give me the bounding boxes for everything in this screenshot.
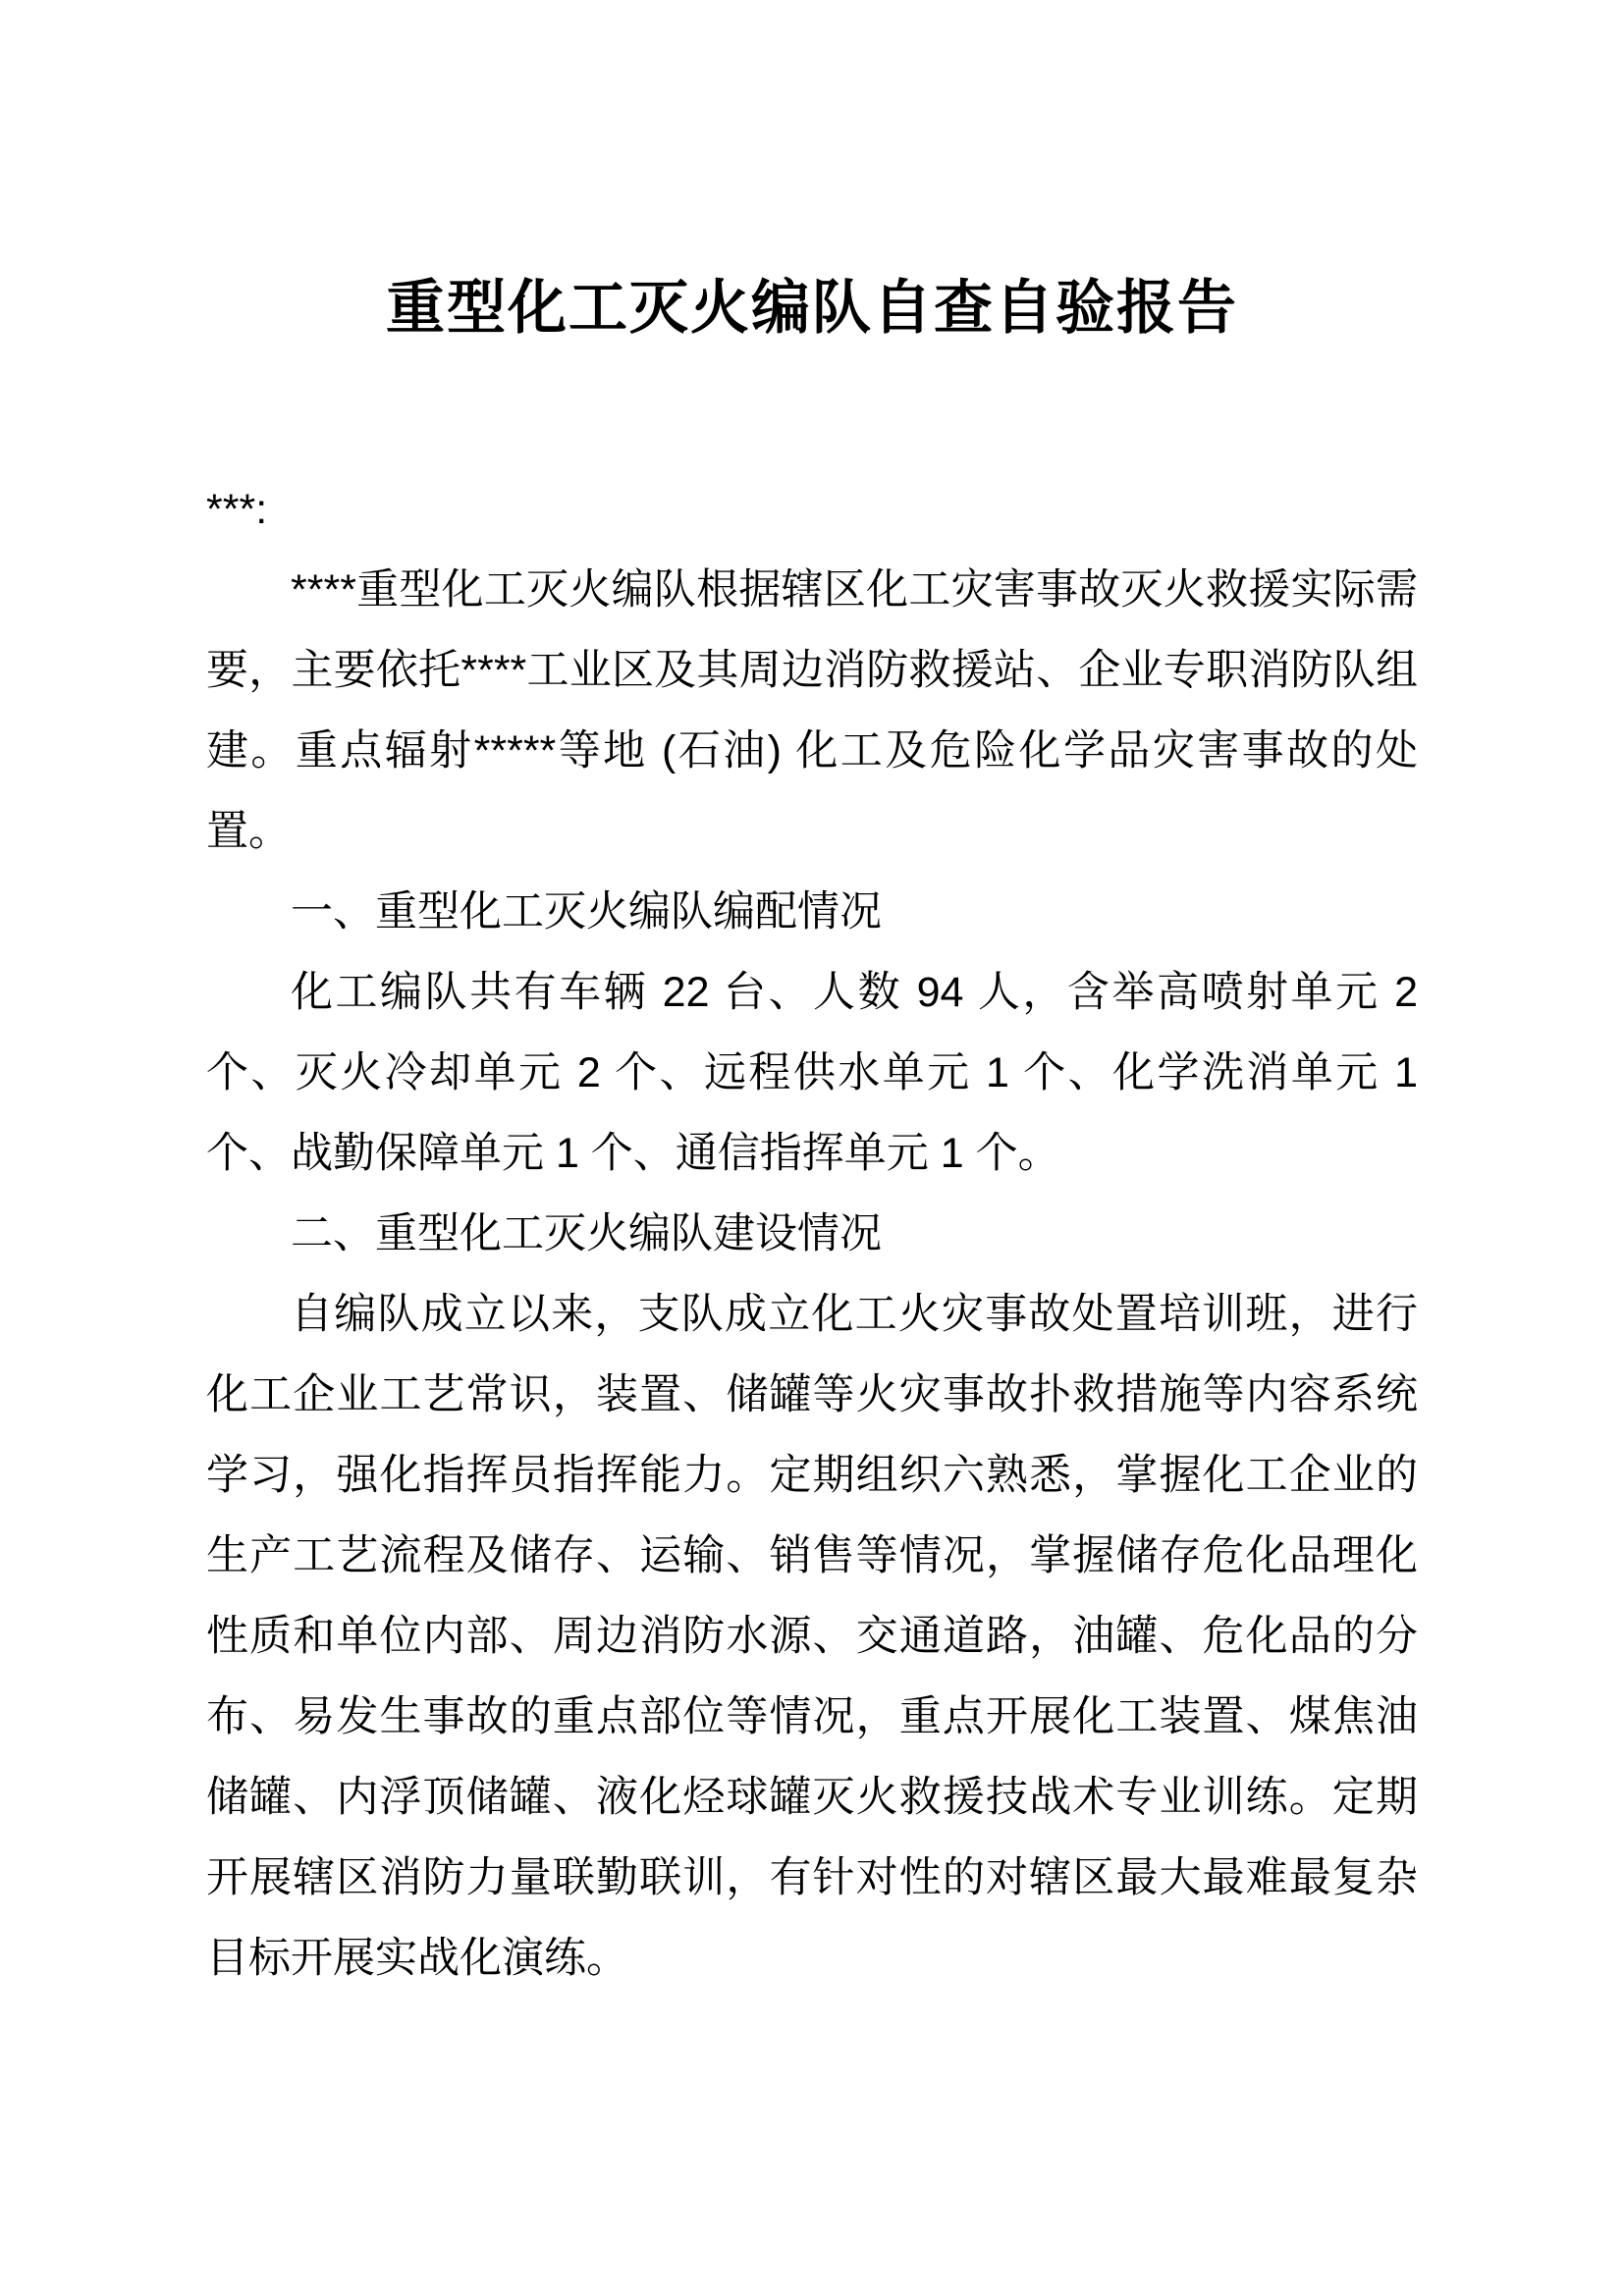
paragraph-construction: 自编队成立以来，支队成立化工火灾事故处置培训班，进行化工企业工艺常识，装置、储罐等火灾事故扑救措施等内容系统学习，强化指挥员指挥能力。定期组织六熟悉，掌握化工企业的生产工艺流程及储存、运输、销售等情况，掌握储存危化品理化性质和单位内部、周边消防水源、交通道路，油罐、危化品的分布、易发生事故的重点部位等情况，重点开展化工装置、煤焦油储罐、内浮顶储罐、液化烃球罐灭火救援技战术专业训练。定期开展辖区消防力量联勤联训，有针对性的对辖区最大最难最复杂目标开展实战化演练。 (206, 1291, 1418, 1982)
salutation-line: ***: (206, 486, 268, 533)
document-title: 重型化工灭火编队自查自验报告 (386, 275, 1238, 341)
paragraph-composition: 化工编队共有车辆 22 台、人数 94 人，含举高喷射单元 2 个、灭火冷却单元 2 个、远程供水单元 1 个、化学洗消单元 1 个、战勤保障单元 1 个、通信指挥单元 1 个。 (206, 969, 1418, 1177)
section-heading-2: 二、重型化工灭火编队建设情况 (291, 1210, 882, 1257)
section-heading-1: 一、重型化工灭火编队编配情况 (291, 888, 882, 935)
document-body (206, 469, 1418, 1999)
paragraph-intro: ****重型化工灭火编队根据辖区化工灾害事故灭火救援实际需要，主要依托****工业区及其周边消防救援站、企业专职消防队组建。重点辐射*****等地 (石油) 化工及危险化学品灾害事故的处置。 (206, 566, 1418, 855)
